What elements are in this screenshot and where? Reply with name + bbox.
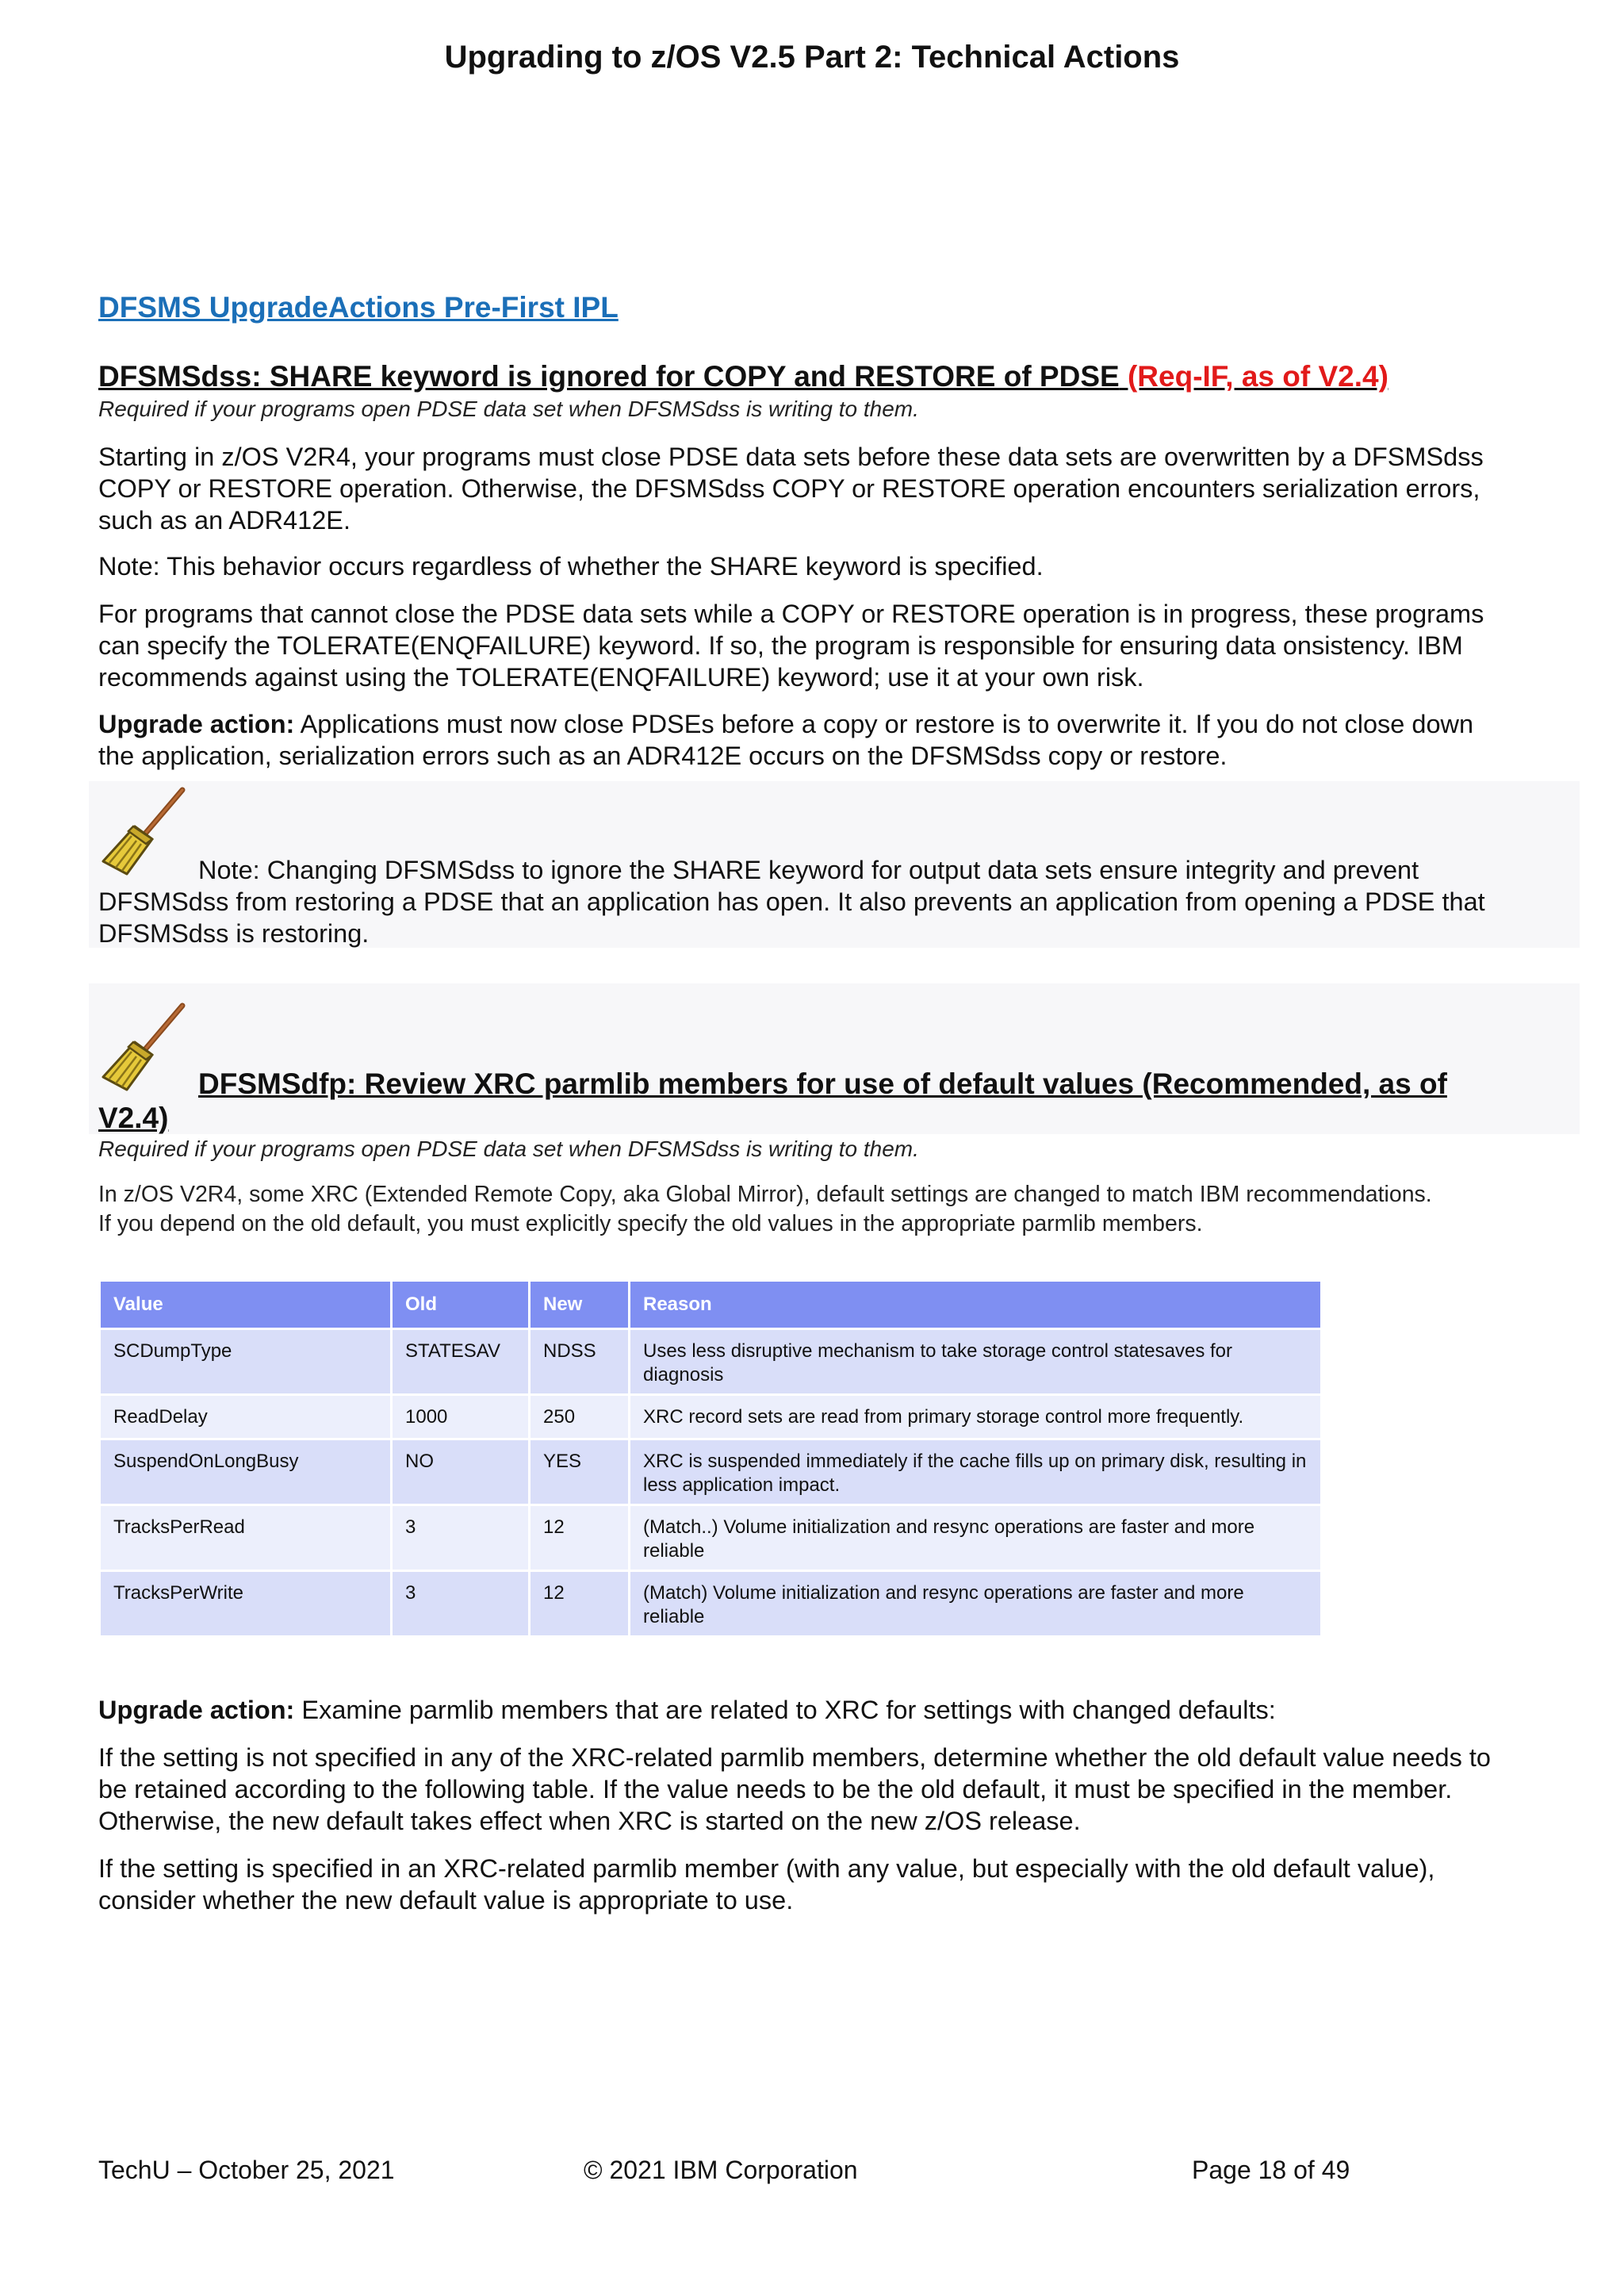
table-cell: 3	[392, 1505, 530, 1571]
footer-date: TechU – October 25, 2021	[98, 2156, 395, 2184]
action2-heading-part1: DFSMSdfp: Review XRC parmlib members for use of default values (Recommended, as of	[198, 1068, 1447, 1100]
page-title: Upgrading to z/OS V2.5 Part 2: Technical Actions	[444, 40, 1180, 75]
footer-page-number: Page 18 of 49	[1192, 2156, 1350, 2184]
action2-heading-part2: V2.4)	[98, 1102, 169, 1134]
action2-para1: If the setting is not specified in any of the XRC-related parmlib members, determine whether the old default value needs to be retained according to the following table. If the value needs to be the old default, it must be specified in the member. Otherwise, the new default takes effect when XRC is started on the new z/OS release.	[98, 1743, 1491, 1835]
table-row	[100, 1571, 1322, 1637]
xrc-defaults-table	[98, 1279, 1323, 1638]
note-text: Note: Changing DFSMSdss to ignore the SHARE keyword for output data sets ensure integrity and prevent DFSMSdss from restoring a PDSE that an application has open. It also prevents an application from opening a PDSE that DFSMSdss is restoring.	[98, 856, 1485, 948]
action1-heading	[98, 359, 1518, 393]
table-cell: 12	[530, 1571, 630, 1637]
table-cell: STATESAV	[392, 1329, 530, 1395]
table-cell: ReadDelay	[100, 1395, 392, 1439]
table-cell: 3	[392, 1571, 530, 1637]
action1-para1: Starting in z/OS V2R4, your programs must close PDSE data sets before these data sets are overwritten by a DFSMSdss COPY or RESTORE operation. Otherwise, the DFSMSdss COPY or RESTORE operation encounters serialization errors, such as an ADR412E.	[98, 443, 1484, 535]
action1-upgrade	[98, 708, 1510, 772]
table-cell: NDSS	[530, 1329, 630, 1395]
action2-upgrade-label: Upgrade action:	[98, 1696, 295, 1724]
table-row	[100, 1395, 1322, 1439]
action1-requirement: Required if your programs open PDSE data set when DFSMSdss is writing to them.	[98, 397, 919, 421]
action2-requirement: Required if your programs open PDSE data set when DFSMSdss is writing to them.	[98, 1137, 919, 1161]
table-header-old: Old	[392, 1281, 530, 1329]
table-cell: (Match) Volume initialization and resync operations are faster and more reliable	[630, 1571, 1322, 1637]
table-row	[100, 1505, 1322, 1571]
table-header-value: Value	[100, 1281, 392, 1329]
table-cell: XRC is suspended immediately if the cache fills up on primary disk, resulting in less application impact.	[630, 1439, 1322, 1505]
table-cell: XRC record sets are read from primary storage control more frequently.	[630, 1395, 1322, 1439]
action1-upgrade-text: Applications must now close PDSEs before a copy or restore is to overwrite it. If you do not close down the application, serialization errors such as an ADR412E occurs on the DFSMSdss copy or restore.	[98, 710, 1474, 770]
table-cell: 12	[530, 1505, 630, 1571]
table-row	[100, 1439, 1322, 1505]
action2-upgrade	[98, 1694, 1510, 1726]
action2-upgrade-text: Examine parmlib members that are related to XRC for settings with changed defaults:	[294, 1696, 1276, 1724]
table-cell: 250	[530, 1395, 630, 1439]
action2-para2: If the setting is specified in an XRC-related parmlib member (with any value, but especially with the old default value), consider whether the new default value is appropriate to use.	[98, 1854, 1435, 1915]
action1-para3: For programs that cannot close the PDSE data sets while a COPY or RESTORE operation is in progress, these programs can specify the TOLERATE(ENQFAILURE) keyword. If so, the program is responsible for ensuring data onsistency. IBM recommends against using the TOLERATE(ENQFAILURE) keyword; use it at your own risk.	[98, 600, 1484, 692]
table-header-reason: Reason	[630, 1281, 1322, 1329]
action1-upgrade-label: Upgrade action:	[98, 710, 295, 738]
action1-heading-text: DFSMSdss: SHARE keyword is ignored for COPY and RESTORE of PDSE	[98, 360, 1120, 393]
table-header-new: New	[530, 1281, 630, 1329]
action2-intro: In z/OS V2R4, some XRC (Extended Remote Copy, aka Global Mirror), default settings are changed to match IBM recommendations. If you depend on the old default, you must explicitly specify the old values in the appropriate parmlib members.	[98, 1182, 1432, 1236]
table-cell: NO	[392, 1439, 530, 1505]
footer-copyright: © 2021 IBM Corporation	[584, 2156, 858, 2184]
table-cell: YES	[530, 1439, 630, 1505]
action1-heading-tag: (Req-IF, as of V2.4)	[1127, 360, 1388, 393]
action2-heading	[98, 1067, 1518, 1135]
table-cell: TracksPerRead	[100, 1505, 392, 1571]
action1-para2: Note: This behavior occurs regardless of whether the SHARE keyword is specified.	[98, 552, 1044, 581]
table-header-row	[100, 1281, 1322, 1329]
table-cell: (Match..) Volume initialization and resync operations are faster and more reliable	[630, 1505, 1322, 1571]
table-cell: Uses less disruptive mechanism to take storage control statesaves for diagnosis	[630, 1329, 1322, 1395]
table-cell: 1000	[392, 1395, 530, 1439]
table-cell: SCDumpType	[100, 1329, 392, 1395]
table-row	[100, 1329, 1322, 1395]
section-link[interactable]: DFSMS UpgradeActions Pre-First IPL	[98, 291, 619, 324]
table-cell: TracksPerWrite	[100, 1571, 392, 1637]
table-cell: SuspendOnLongBusy	[100, 1439, 392, 1505]
